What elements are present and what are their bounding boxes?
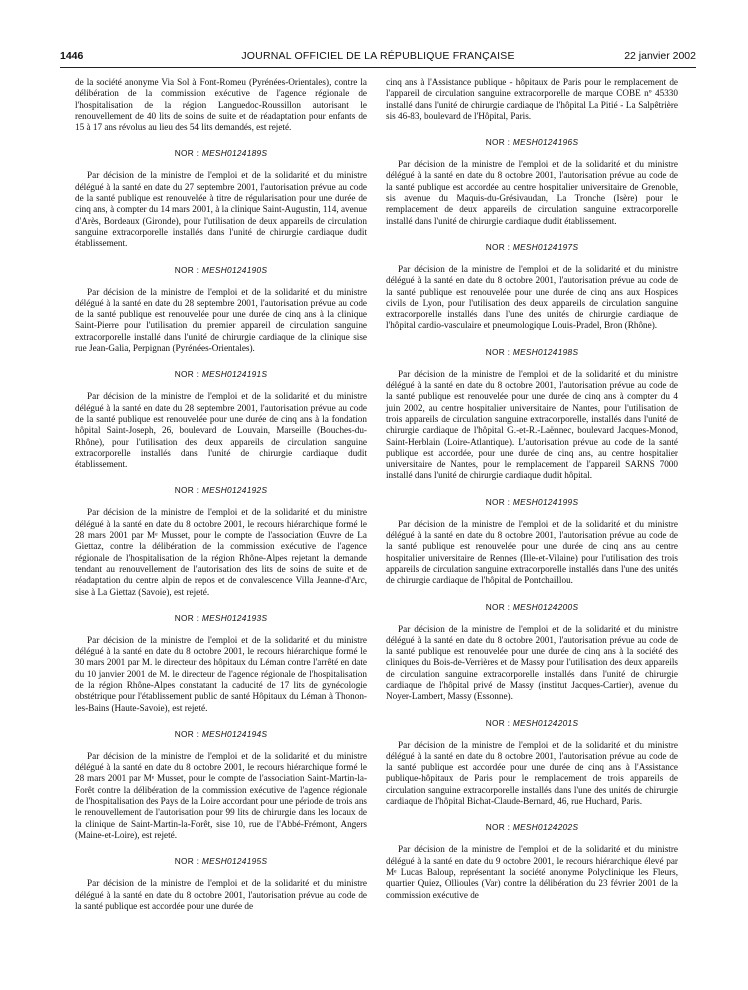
nor-heading: NOR : MESH0124200S <box>485 601 579 612</box>
page-header <box>60 50 696 66</box>
notice-paragraph: Par décision de la ministre de l'emploi et de la solidarité et du ministre délégué à la santé en date du 8 octobre 2001, l'autorisation prévue au code de la santé publique est renouvelée pour une durée de cinq ans à la société des cliniques du Bois-de-Verrières et de Massy pour l'utilisation des deux appareils de circulation sanguine extracorporelle installés dans l'unité de chirurgie cardiaque de l'hôpital privé de Massy (institut Jacques-Cartier), avenue du Noyer-Lambert, Massy (Essonne). <box>386 623 678 702</box>
notice-paragraph: Par décision de la ministre de l'emploi et de la solidarité et du ministre délégué à la santé en date du 8 octobre 2001, l'autorisation prévue au code de la santé publique est accordée pour une durée de <box>75 878 367 911</box>
notice-paragraph: Par décision de la ministre de l'emploi et de la solidarité et du ministre délégué à la santé en date du 8 octobre 2001, l'autorisation prévue au code de la santé publique est renouvelée pour une durée de cinq ans aux Hospices civils de Lyon, pour l'utilisation des deux appareils de circulation sanguine extracorporelle installés dans l'une des unités de chirurgie cardiaque de l'hôpital cardio-vasculaire et pneumologique Louis-Pradel, Bron (Rhône). <box>386 263 678 331</box>
nor-heading: NOR : MESH0124202S <box>485 822 579 833</box>
notice-paragraph: Par décision de la ministre de l'emploi et de la solidarité et du ministre délégué à la santé en date du 27 septembre 2001, l'autorisation prévue au code de la santé publique est renouvelée à titre de régularisation pour une durée de cinq ans, à compter du 14 mars 2001, à la clinique Saint-Augustin, 114, avenue d'Arès, Bordeaux (Gironde), pour l'utilisation de deux appareils de circulation sanguine extracorporelle installés dans l'unité de chirurgie cardiaque dudit établissement. <box>75 170 367 249</box>
journal-title: JOURNAL OFFICIEL DE LA RÉPUBLIQUE FRANÇAISE <box>241 50 515 62</box>
notice-paragraph: Par décision de la ministre de l'emploi et de la solidarité et du ministre délégué à la santé en date du 28 septembre 2001, l'autorisation prévue au code de la santé publique est renouvelée pour une durée de cinq ans à la clinique Saint-Pierre pour l'utilisation du premier appareil de circulation sanguine extracorporelle installé dans l'unité de chirurgie cardiaque de la clinique sise rue Jean-Galia, Perpignan (Pyrénées-Orientales). <box>75 286 367 354</box>
header-rule <box>60 67 696 68</box>
nor-heading: NOR : MESH0124201S <box>485 717 579 728</box>
nor-heading: NOR : MESH0124193S <box>174 612 268 623</box>
nor-heading: NOR : MESH0124194S <box>174 728 268 739</box>
notice-paragraph: Par décision de la ministre de l'emploi et de la solidarité et du ministre délégué à la santé en date du 8 octobre 2001, le recours hiérarchique formé le 28 mars 2001 par Mᵉ Musset, pour le compte de l'association Œuvre de La Giettaz, contre la délibération de la commission exécutive de l'agence régionale de l'hospitalisation de la région Rhône-Alpes rejetant la demande tendant au renouvellement de l'autorisation des lits de soins de suite et de réadaptation du centre alpin de repos et de convalescence Villa Jeanne-d'Arc, sise à La Giettaz (Savoie), est rejeté. <box>75 507 367 597</box>
notice-paragraph: Par décision de la ministre de l'emploi et de la solidarité et du ministre délégué à la santé en date du 8 octobre 2001, l'autorisation prévue au code de la santé publique est accordée pour une durée de cinq ans à l'Assistance publique-hôpitaux de Paris pour le remplacement de trois appareils de circulation sanguine extracorporelle installés dans l'une des unités de chirurgie cardiaque de l'hôpital Bichat-Claude-Bernard, 46, rue Huchard, Paris. <box>386 739 678 807</box>
page-number: 1446 <box>60 50 84 62</box>
notice-paragraph: Par décision de la ministre de l'emploi et de la solidarité et du ministre délégué à la santé en date du 8 octobre 2001, l'autorisation prévue au code de la santé publique est accordée au centre hospitalier universitaire de Grenoble, sis avenue du Maquis-du-Grésivaudan, La Tronche (Isère) pour le remplacement de deux appareils de circulation sanguine extracorporelle installé dans l'unité de chirurgie cardiaque dudit établissement. <box>386 159 678 226</box>
notice-paragraph: Par décision de la ministre de l'emploi et de la solidarité et du ministre délégué à la santé en date du 8 octobre 2001, l'autorisation prévue au code de la santé publique est renouvelée pour une durée de cinq ans au centre hospitalier universitaire de Rennes (Ille-et-Vilaine) pour l'utilisation des trois appareils de circulation sanguine extracorporelle installés dans l'une des unités de chirurgie cardiaque de l'hôpital de Pontchaillou. <box>386 518 678 586</box>
notice-paragraph: Par décision de la ministre de l'emploi et de la solidarité et du ministre délégué à la santé en date du 28 septembre 2001, l'autorisation prévue au code de la santé publique est renouvelée pour une durée de cinq ans à la fondation hôpital Saint-Joseph, 26, boulevard de Louvain, Marseille (Bouches-du-Rhône), pour l'utilisation des deux appareils de circulation sanguine extracorporelle installés dans l'unité de chirurgie cardiaque dudit établissement. <box>75 391 367 470</box>
nor-heading: NOR : MESH0124197S <box>485 241 579 252</box>
nor-heading: NOR : MESH0124191S <box>174 369 268 380</box>
nor-heading: NOR : MESH0124196S <box>485 137 579 148</box>
continued-text: cinq ans à l'Assistance publique - hôpitaux de Paris pour le remplacement de l'appareil de circulation sanguine extracorporelle de marque COBE nº 45330 installé dans l'unité de chirurgie cardiaque de l'hôpital La Pitié - La Salpêtrière sis 46-83, boulevard de l'Hôpital, Paris. <box>386 77 678 121</box>
notice-paragraph: Par décision de la ministre de l'emploi et de la solidarité et du ministre délégué à la santé en date du 8 octobre 2001, le recours hiérarchique formé le 30 mars 2001 par M. le directeur des hôpitaux du Léman contre l'arrêté en date du 10 janvier 2001 de M. le directeur de l'agence régionale de l'hospitalisation de la région Rhône-Alpes constatant la caducité de 17 lits de gynécologie obstétrique pour l'établissement public de santé Hôpitaux du Léman à Thonon-les-Bains (Haute-Savoie), est rejeté. <box>75 634 367 713</box>
notice-paragraph: Par décision de la ministre de l'emploi et de la solidarité et du ministre délégué à la santé en date du 9 octobre 2001, le recours hiérarchique élevé par Mᵉ Lucas Baloup, représentant la société anonyme Polyclinique les Fleurs, quartier Quiez, Ollioules (Var) contre la délibération du 23 février 2001 de la commission exécutive de <box>386 844 678 900</box>
nor-heading: NOR : MESH0124195S <box>174 856 268 867</box>
left-column <box>75 77 367 912</box>
issue-date: 22 janvier 2002 <box>624 50 696 62</box>
nor-heading: NOR : MESH0124192S <box>174 485 268 496</box>
notice-paragraph: Par décision de la ministre de l'emploi et de la solidarité et du ministre délégué à la santé en date du 8 octobre 2001, l'autorisation prévue au code de la santé publique est renouvelée pour une durée de cinq ans à compter du 4 juin 2002, au centre hospitalier universitaire de Nantes, pour l'utilisation de trois appareils de circulation sanguine extracorporelle, installés dans l'unité de chirurgie cardiaque de l'hôpital G.-et-R.-Laënnec, boulevard Jacques-Monod, Saint-Herblain (Loire-Atlantique). L'autorisation prévue au code de la santé publique est accordée, pour une durée de cinq ans, au centre hospitalier universitaire de Nantes, pour le remplacement de l'appareil SARNS 7000 installé dans l'unité de chirurgie cardiaque dudit hôpital. <box>386 368 678 481</box>
notice-paragraph: Par décision de la ministre de l'emploi et de la solidarité et du ministre délégué à la santé en date du 8 octobre 2001, le recours hiérarchique formé le 28 mars 2001 par Mᵉ Musset, pour le compte de l'association Saint-Martin-la-Forêt contre la délibération de la commission exécutive de l'agence régionale de l'hospitalisation des Pays de la Loire accordant pour une période de trois ans le renouvellement de l'autorisation pour 99 lits de chirurgie dans les locaux de la clinique de Saint-Martin-la-Forêt, sise 10, rue de l'Abbé-Frémont, Angers (Maine-et-Loire), est rejeté. <box>75 750 367 840</box>
nor-heading: NOR : MESH0124189S <box>174 148 268 159</box>
right-column <box>386 77 678 901</box>
continued-text: de la société anonyme Via Sol à Font-Romeu (Pyrénées-Orientales), contre la délibération de la commission exécutive de l'agence régionale de l'hospitalisation de la région Languedoc-Roussillon autorisant le renouvellement de 40 lits de soins de suite et de réadaptation pour enfants de 15 à 17 ans révolus au lieu des 54 lits demandés, est rejeté. <box>75 77 367 133</box>
nor-heading: NOR : MESH0124199S <box>485 496 579 507</box>
nor-heading: NOR : MESH0124190S <box>174 264 268 275</box>
nor-heading: NOR : MESH0124198S <box>485 346 579 357</box>
